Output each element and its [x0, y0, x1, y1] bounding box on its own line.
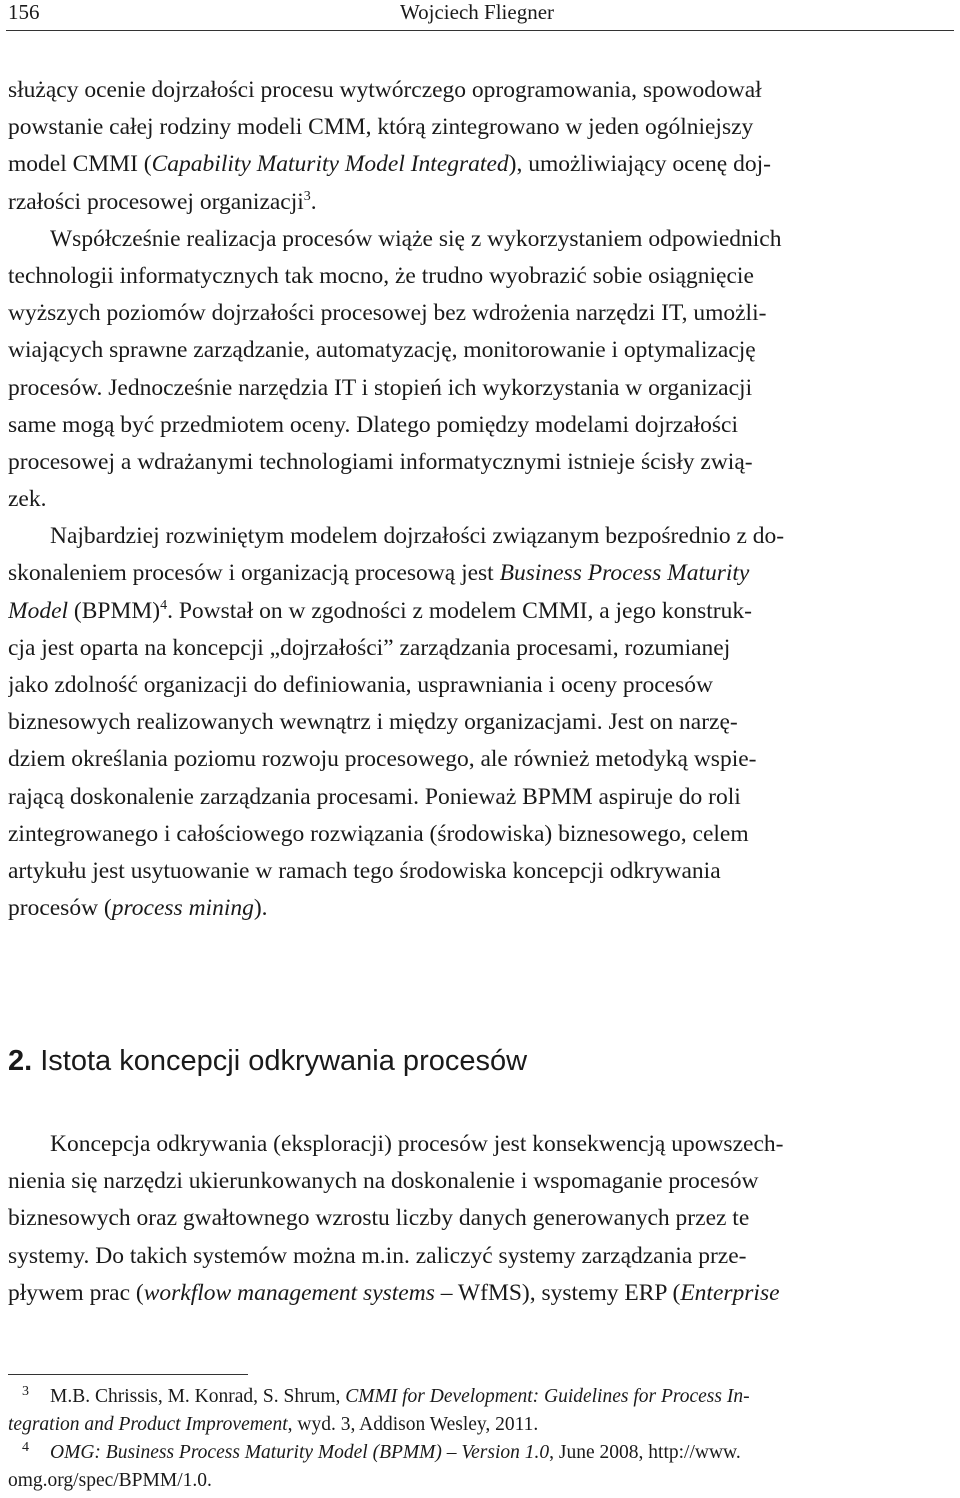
text-run: pływem prac ( [8, 1279, 144, 1306]
text-run: skonaleniem procesów i organizacją procesową jest [8, 560, 500, 587]
line-text: zek. [8, 486, 47, 513]
italic-run: Capability Maturity Model Integrated [151, 151, 509, 178]
text-line [8, 1275, 952, 1312]
italic-run: process mining [111, 895, 254, 922]
text-line [8, 593, 952, 630]
text-run: ), umożliwiający ocenę doj- [508, 151, 771, 178]
footnote-ref: 4 [160, 597, 168, 613]
italic-run: OMG: Business Process Maturity Model (BPMM) – Version 1.0 [50, 1442, 550, 1463]
italic-run: tegration and Product Improvement [8, 1414, 288, 1435]
text-line [8, 890, 952, 927]
footnote-line: 3 M.B. Chrissis, M. Konrad, S. Shrum, CMMI for Development: Guidelines for Process In- [22, 1383, 750, 1407]
text-line [8, 332, 952, 369]
italic-run: CMMI for Development: Guidelines for Process In- [345, 1386, 750, 1407]
body-text-section-2 [8, 1126, 952, 1312]
text-run: model CMMI ( [8, 151, 152, 178]
line-text: cja jest oparta na koncepcji „dojrzałości” zarządzania procesami, rozumianej [8, 634, 731, 661]
line-text: służący ocenie dojrzałości procesu wytwórczego oprogramowania, spowodował [8, 77, 762, 103]
line-text: rającą doskonalenie zarządzania procesami. Ponieważ BPMM aspiruje do roli [8, 783, 741, 810]
italic-run: Model [8, 597, 69, 624]
paragraph [8, 1126, 952, 1312]
text-line [8, 407, 952, 444]
text-run: . Powstał on w zgodności z modelem CMMI, a jego konstruk- [167, 597, 752, 624]
text-line [8, 295, 952, 332]
text-line [8, 816, 952, 853]
line-text: wyższych poziomów dojrzałości procesowej bez wdrożenia narzędzi IT, umożli- [8, 300, 767, 327]
line-text: Najbardziej rozwiniętym modelem dojrzałości związanym bezpośrednio z do- [50, 523, 785, 550]
footnote-rule [8, 1374, 248, 1375]
footnote [8, 1439, 952, 1495]
text-line [8, 741, 952, 778]
text-run: procesów ( [8, 895, 112, 922]
line-text: artykułu jest usytuowanie w ramach tego środowiska koncepcji odkrywania [8, 857, 721, 884]
text-run: ). [253, 895, 268, 922]
text-run: – WfMS), systemy ERP ( [434, 1279, 681, 1306]
text-line [8, 853, 952, 890]
line-text: Koncepcja odkrywania (eksploracji) procesów jest konsekwencją upowszech- [50, 1131, 784, 1157]
line-text: technologii informatycznych tak mocno, że trudno wyobrazić sobie osiągnięcie [8, 262, 754, 289]
section-number: 2. [8, 1045, 33, 1077]
text-line [8, 444, 952, 481]
line-text: powstanie całej rodziny modeli CMM, którą zintegrowano w jeden ogólniejszy [8, 114, 754, 141]
line-text: omg.org/spec/BPMM/1.0. [8, 1470, 212, 1491]
text-line [8, 630, 952, 667]
text-line [8, 779, 952, 816]
italic-run: Business Process Maturity [499, 560, 750, 587]
text-line [8, 555, 952, 592]
paragraph [8, 518, 952, 927]
italic-run: workflow management systems [143, 1279, 435, 1306]
line-text: systemy. Do takich systemów można m.in. zaliczyć systemy zarządzania prze- [8, 1242, 747, 1269]
text-line [8, 184, 952, 221]
footnote-line [8, 1467, 952, 1495]
line-text: same mogą być przedmiotem oceny. Dlatego pomiędzy modelami dojrzałości [8, 411, 739, 438]
footnote-ref: 3 [303, 188, 311, 204]
line-text: Współcześnie realizacja procesów wiąże się z wykorzystaniem odpowiednich [50, 225, 782, 252]
text-line [8, 518, 952, 555]
line-text: biznesowych realizowanych wewnątrz i między organizacjami. Jest on narzę- [8, 709, 738, 736]
running-head: Wojciech Fliegner [400, 0, 555, 24]
text-run: , June 2008, http://www. [549, 1442, 741, 1463]
text-run: M.B. Chrissis, M. Konrad, S. Shrum, [50, 1386, 346, 1407]
line-text: jako zdolność organizacji do definiowania, usprawniania i oceny procesów [8, 672, 713, 698]
text-line [8, 1163, 952, 1200]
page-number: 156 [8, 0, 40, 24]
line-text: procesów. Jednocześnie narzędzia IT i stopień ich wykorzystania w organizacji [8, 374, 753, 401]
footnotes [8, 1383, 952, 1495]
text-line [8, 258, 952, 295]
text-line [8, 1200, 952, 1237]
line-text: dziem określania poziomu rozwoju procesowego, ale również metodyką wspie- [8, 746, 757, 773]
text-line [8, 72, 952, 109]
text-line [8, 1126, 952, 1163]
text-line [8, 109, 952, 146]
footnote-line: 4 OMG: Business Process Maturity Model (BPMM) – Version 1.0, June 2008, http://www. [22, 1439, 741, 1463]
line-text: zintegrowanego i całościowego rozwiązania (środowiska) biznesowego, celem [8, 820, 749, 847]
text-line [8, 704, 952, 741]
section-heading [8, 1043, 952, 1079]
text-run: , wyd. 3, Addison Wesley, 2011. [287, 1414, 539, 1435]
text-run: . [310, 188, 317, 215]
text-line [8, 221, 952, 258]
line-text: procesowej a wdrażanymi technologiami informatycznymi istnieje ścisły zwią- [8, 448, 753, 475]
footnote-line [8, 1411, 952, 1439]
text-line [8, 370, 952, 407]
text-line [8, 481, 952, 518]
paragraph [8, 72, 952, 221]
section-title: Istota koncepcji odkrywania procesów [40, 1045, 528, 1077]
text-line [8, 667, 952, 704]
footnote [8, 1383, 952, 1439]
paragraph [8, 221, 952, 519]
line-text: biznesowych oraz gwałtownego wzrostu liczby danych generowanych przez te [8, 1205, 750, 1232]
text-run: rzałości procesowej organizacji [8, 188, 304, 215]
line-text: nienia się narzędzi ukierunkowanych na doskonalenie i wspomaganie procesów [8, 1168, 759, 1195]
line-text: wiających sprawne zarządzanie, automatyzację, monitorowanie i optymalizację [8, 337, 756, 364]
body-text [8, 72, 952, 927]
text-line [8, 146, 952, 183]
italic-run: Enterprise [680, 1279, 780, 1306]
text-run: (BPMM) [68, 597, 161, 624]
text-line [8, 1238, 952, 1275]
page-header [0, 0, 960, 30]
header-rule [6, 30, 954, 31]
